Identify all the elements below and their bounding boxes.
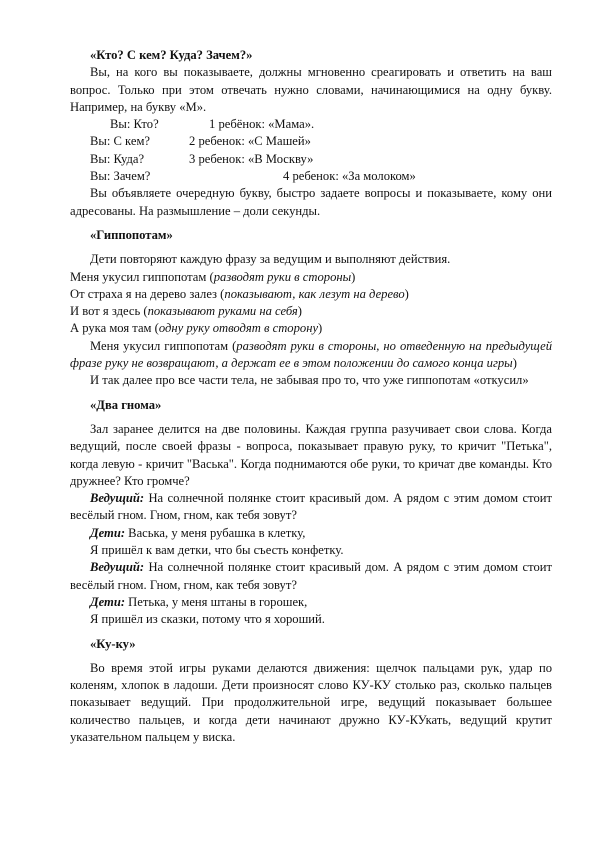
leader-label: Ведущий: — [90, 560, 145, 575]
game2-line: Меня укусил гиппопотам (разводят руки в стороны) — [70, 269, 356, 284]
question-text: Вы: Куда? — [90, 151, 145, 166]
action-note: одну руку отводят в сторону — [158, 321, 319, 336]
action-note: показывают, как лезут на дерево — [224, 286, 405, 301]
document-content — [70, 47, 552, 746]
game4-title: «Ку-ку» — [90, 636, 136, 651]
leader-label: Ведущий: — [90, 491, 145, 506]
game3-title: «Два гнома» — [90, 397, 162, 412]
answer-text: 2 ребенок: «С Машей» — [189, 134, 311, 149]
leader-line: Ведущий: На солнечной полянке стоит красивый дом. А рядом с этим домом стоит весёлый гном. Гном, гном, как тебя зовут? — [70, 491, 552, 523]
kids-label: Дети: — [90, 525, 126, 540]
action-note: разводят руки в стороны — [213, 269, 352, 284]
answer-text: 4 ребенок: «За молоком» — [283, 169, 416, 184]
kids-line: Дети: Васька, у меня рубашка в клетку, — [90, 525, 306, 540]
game2-title: «Гиппопотам» — [90, 227, 173, 242]
dialog-row — [70, 151, 552, 168]
action-note: разводят руки в стороны, но отведенную на предыдущей фразе руку не возвращают, а держат ее в этом положении до самого конца игры — [70, 338, 552, 371]
action-note: показывают руками на себя — [147, 304, 298, 319]
game2-line: И так далее про все части тела, не забывая про то, что уже гиппопотам «откусил» — [90, 373, 529, 388]
game1-title: «Кто? С кем? Куда? Зачем?» — [90, 48, 253, 62]
game2-line: От страха я на дерево залез (показывают, как лезут на дерево) — [70, 286, 409, 301]
dialog-row — [70, 133, 552, 150]
kids-line: Дети: Петька, у меня штаны в горошек, — [90, 594, 308, 609]
question-text: Вы: Кто? — [110, 117, 159, 132]
game2-line: И вот я здесь (показывают руками на себя) — [70, 304, 302, 319]
kids-label: Дети: — [90, 594, 126, 609]
question-text: Вы: С кем? — [90, 134, 151, 149]
game2-line: Меня укусил гиппопотам (разводят руки в стороны, но отведенную на предыдущей фразе руку не возвращают, а держат ее в этом положении до самого конца игры) — [70, 338, 552, 371]
game2-line: А рука моя там (одну руку отводят в сторону) — [70, 321, 323, 336]
question-text: Вы: Зачем? — [90, 169, 151, 184]
game3-intro: Зал заранее делится на две половины. Каждая группа разучивает свои слова. Когда ведущий, после своей фразы - вопроса, показывает правую руку, то кричит "Петька", когда левую - кричит "Васька". Когда поднимаются обе руки, то кричат две команды. Кто дружнее? Кто громче? — [70, 421, 552, 488]
answer-text: 1 ребёнок: «Мама». — [209, 117, 315, 132]
dialog-row — [70, 168, 552, 185]
answer-text: 3 ребенок: «В Москву» — [189, 151, 314, 166]
kids-line: Я пришёл из сказки, потому что я хороший. — [90, 612, 325, 627]
game1-outro: Вы объявляете очередную букву, быстро задаете вопросы и показываете, кому они адресованы. На размышление – доли секунды. — [70, 186, 552, 218]
game4-text: Во время этой игры руками делаются движения: щелчок пальцами рук, удар по коленям, хлопок в ладоши. Дети произносят слово КУ-КУ столько раз, сколько пальцев показывает ведущий. При продолжительной игре, ведущий показывает большее количество пальцев, и когда дети начинают дружно КУ-КУкать, ведущий крутит указательном пальцем у виска. — [70, 660, 552, 744]
kids-line: Я пришёл к вам детки, что бы съесть конфетку. — [90, 543, 344, 558]
game2-line: Дети повторяют каждую фразу за ведущим и выполняют действия. — [90, 252, 451, 267]
dialog-row — [70, 116, 552, 133]
leader-line: Ведущий: На солнечной полянке стоит красивый дом. А рядом с этим домом стоит весёлый гном. Гном, гном, как тебя зовут? — [70, 560, 552, 592]
game1-intro: Вы, на кого вы показываете, должны мгновенно среагировать и ответить на ваш вопрос. Только при этом отвечать нужно словами, начинающимися на одну букву. Например, на букву «М». — [70, 65, 552, 114]
